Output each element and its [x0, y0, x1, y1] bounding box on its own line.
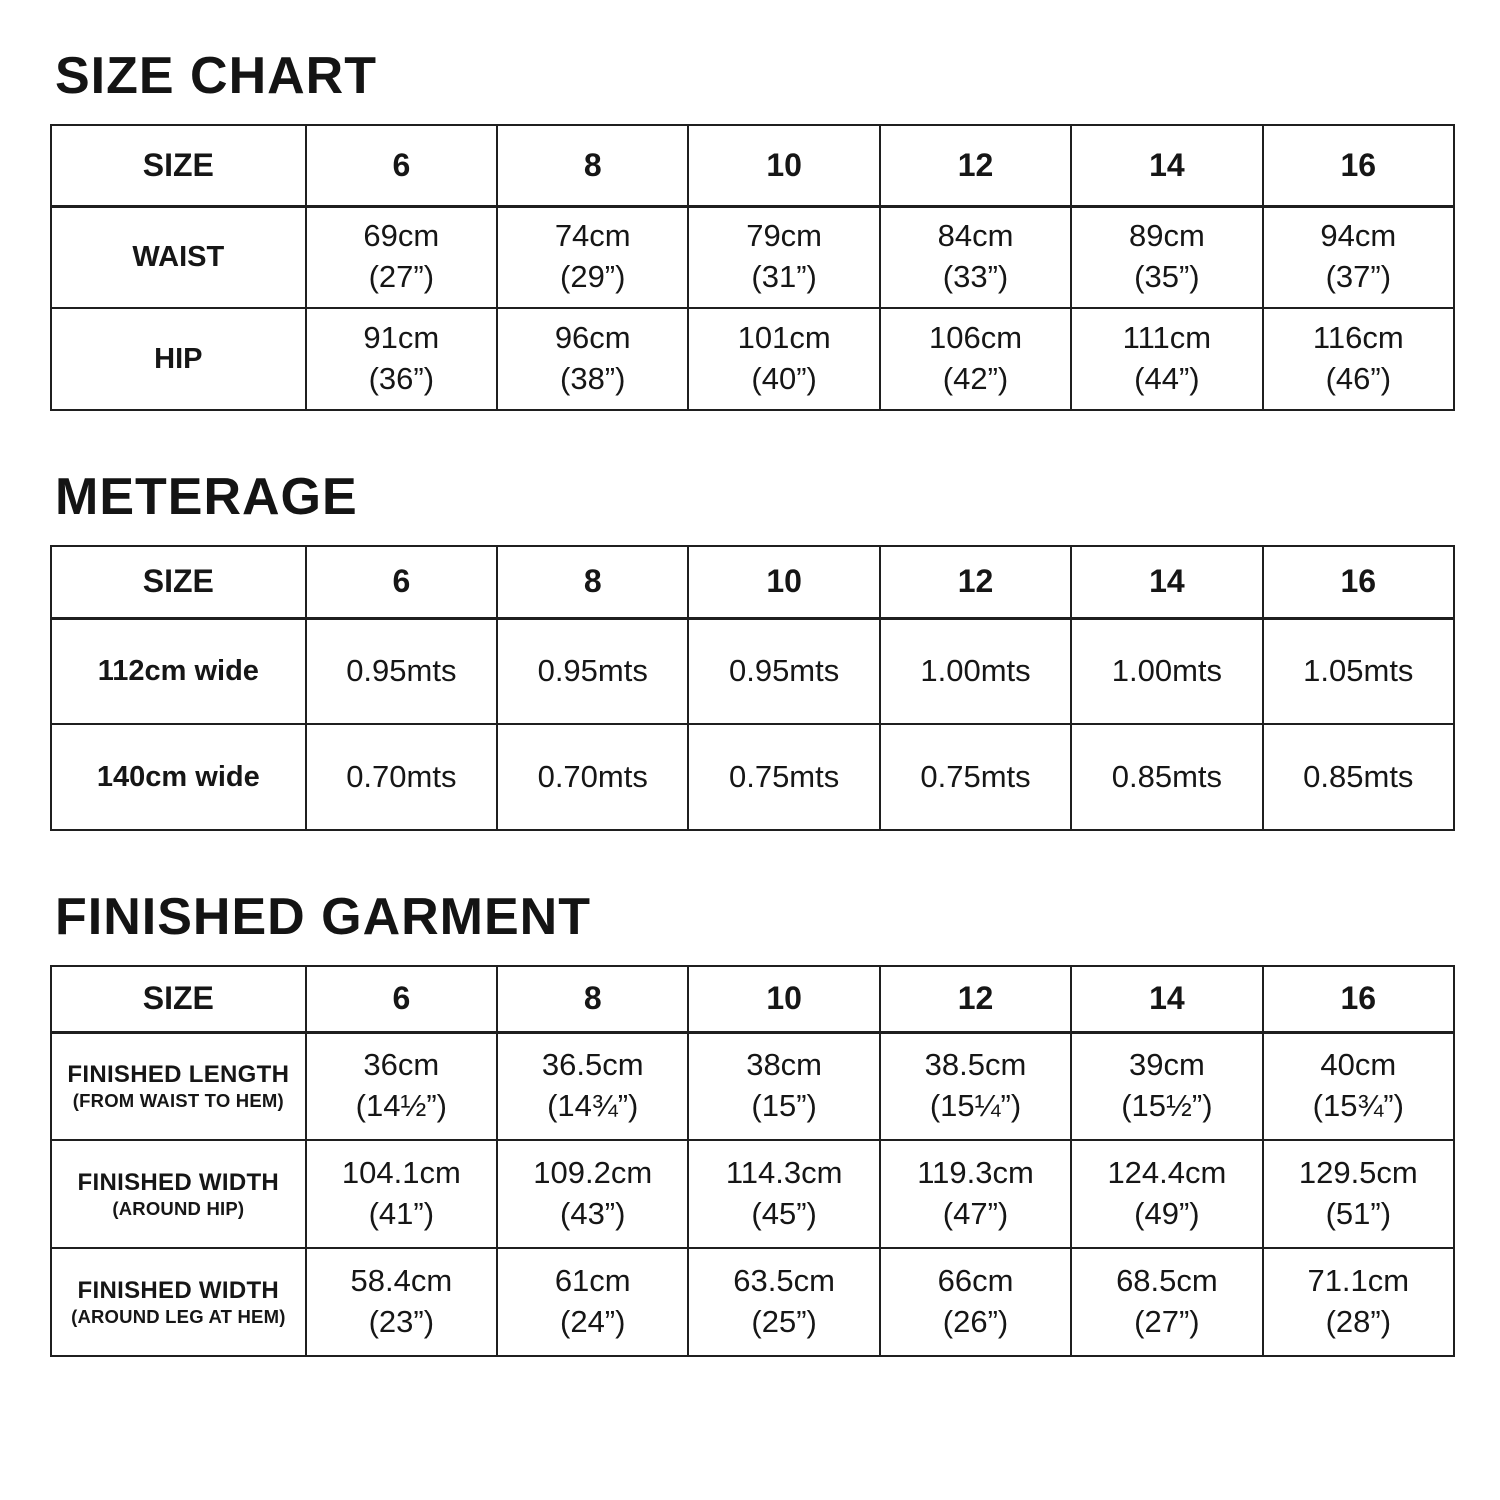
value-metric: 0.75mts [728, 758, 840, 794]
value-cell [306, 618, 497, 724]
size-column-header: 14 [1071, 966, 1262, 1032]
value-imperial: (28”) [1325, 1304, 1392, 1339]
size-column-header: 6 [306, 966, 497, 1032]
value-imperial: (47”) [942, 1196, 1009, 1231]
value-metric: 40cm [1320, 1047, 1397, 1083]
size-column-header: 10 [688, 125, 879, 206]
value-cell [306, 1140, 497, 1248]
value-imperial: (15½”) [1121, 1088, 1213, 1124]
header-row [51, 546, 1454, 618]
size-column-header: 12 [880, 125, 1071, 206]
size-column-header: 10 [688, 546, 879, 618]
row-label: 140cm wide [96, 760, 260, 793]
value-metric: 66cm [937, 1263, 1014, 1299]
section-meterage [50, 467, 1455, 831]
value-imperial: (14¾”) [547, 1088, 639, 1124]
value-imperial: (29”) [560, 259, 626, 295]
value-metric: 0.95mts [728, 652, 840, 688]
size-column-header: 6 [306, 125, 497, 206]
size-header-cell: SIZE [51, 546, 306, 618]
value-metric: 84cm [937, 218, 1014, 254]
value-imperial: (49”) [1134, 1196, 1200, 1231]
size-chart-title: SIZE CHART [55, 47, 377, 105]
value-metric: 0.75mts [920, 758, 1031, 794]
value-cell [880, 1248, 1071, 1356]
value-imperial: (15¼”) [929, 1088, 1022, 1124]
row-label: FINISHED LENGTH [67, 1060, 290, 1088]
value-metric: 0.95mts [346, 652, 457, 688]
row-label: WAIST [132, 240, 225, 273]
value-metric: 36.5cm [541, 1047, 644, 1083]
value-cell [1071, 1140, 1262, 1248]
value-metric: 1.00mts [920, 652, 1031, 688]
value-cell [1071, 1032, 1262, 1140]
value-cell [497, 308, 688, 410]
value-metric: 36cm [363, 1047, 440, 1083]
row-label: FINISHED WIDTH [77, 1168, 280, 1196]
value-cell [1071, 1248, 1262, 1356]
size-column-header: 14 [1071, 125, 1262, 206]
value-cell [688, 206, 879, 308]
meterage-table [50, 545, 1455, 831]
value-cell [880, 206, 1071, 308]
size-column-header: 12 [880, 546, 1071, 618]
size-column-header: 8 [497, 546, 688, 618]
size-column-header: 6 [306, 546, 497, 618]
size-column-header: 16 [1263, 966, 1454, 1032]
value-imperial: (44”) [1134, 361, 1200, 396]
value-cell [880, 618, 1071, 724]
table-row [51, 724, 1454, 830]
value-metric: 124.4cm [1107, 1155, 1227, 1191]
value-cell [497, 206, 688, 308]
value-metric: 38.5cm [924, 1047, 1027, 1083]
value-metric: 0.85mts [1303, 758, 1414, 794]
value-cell [880, 1140, 1071, 1248]
value-metric: 68.5cm [1116, 1263, 1218, 1299]
value-metric: 39cm [1128, 1047, 1205, 1083]
size-chart-table [50, 124, 1455, 411]
value-metric: 101cm [737, 320, 831, 356]
table-row [51, 1140, 1454, 1248]
row-label-cell [51, 618, 306, 724]
value-imperial: (51”) [1325, 1196, 1392, 1231]
table-row [51, 206, 1454, 308]
row-label-cell [51, 308, 306, 410]
row-label: FINISHED WIDTH [77, 1276, 280, 1304]
section-size-chart [50, 46, 1455, 411]
value-cell [880, 1032, 1071, 1140]
value-metric: 61cm [554, 1263, 631, 1299]
value-imperial: (41”) [368, 1196, 435, 1231]
value-cell [1071, 618, 1262, 724]
value-metric: 111cm [1122, 320, 1212, 356]
value-cell [688, 1032, 879, 1140]
value-metric: 116cm [1312, 320, 1404, 356]
value-cell [497, 1140, 688, 1248]
table-row [51, 618, 1454, 724]
value-cell [497, 724, 688, 830]
value-metric: 91cm [363, 320, 440, 356]
value-metric: 0.70mts [537, 758, 648, 794]
row-label-cell [51, 1140, 306, 1248]
value-imperial: (42”) [942, 361, 1009, 396]
row-sublabel: (AROUND LEG AT HEM) [71, 1305, 286, 1327]
value-cell [1071, 724, 1262, 830]
value-cell [497, 1248, 688, 1356]
value-metric: 0.70mts [346, 758, 457, 794]
row-sublabel: (FROM WAIST TO HEM) [72, 1089, 284, 1111]
value-imperial: (45”) [751, 1196, 817, 1231]
value-imperial: (46”) [1325, 361, 1392, 396]
value-metric: 0.95mts [537, 652, 648, 688]
size-column-header: 8 [497, 125, 688, 206]
value-cell [688, 1140, 879, 1248]
value-cell [688, 1248, 879, 1356]
value-imperial: (15”) [751, 1088, 817, 1124]
value-imperial: (14½”) [355, 1088, 447, 1124]
size-column-header: 8 [497, 966, 688, 1032]
table-row [51, 308, 1454, 410]
table-row [51, 1032, 1454, 1140]
value-imperial: (36”) [368, 361, 435, 396]
value-cell [306, 308, 497, 410]
value-metric: 119.3cm [917, 1155, 1034, 1191]
row-label-cell [51, 724, 306, 830]
size-column-header: 16 [1263, 125, 1454, 206]
value-cell [688, 724, 879, 830]
value-imperial: (24”) [560, 1304, 626, 1339]
value-metric: 114.3cm [725, 1155, 843, 1191]
row-label: 112cm wide [97, 654, 259, 687]
value-cell [306, 724, 497, 830]
value-metric: 106cm [928, 320, 1023, 356]
value-imperial: (40”) [751, 361, 817, 396]
row-label: HIP [154, 342, 203, 375]
value-metric: 104.1cm [341, 1155, 461, 1191]
row-label-cell [51, 1248, 306, 1356]
value-cell [497, 618, 688, 724]
section-finished-garment [50, 887, 1455, 1357]
value-metric: 109.2cm [533, 1155, 653, 1191]
value-cell [1263, 206, 1454, 308]
value-cell [1071, 206, 1262, 308]
row-label-cell [51, 206, 306, 308]
value-imperial: (31”) [751, 259, 817, 295]
row-sublabel: (AROUND HIP) [112, 1197, 245, 1219]
value-metric: 1.05mts [1303, 652, 1414, 688]
value-imperial: (38”) [560, 361, 626, 396]
value-metric: 0.85mts [1111, 758, 1223, 794]
value-metric: 71.1cm [1307, 1263, 1410, 1299]
value-imperial: (27”) [1134, 1304, 1200, 1339]
finished-garment-table [50, 965, 1455, 1357]
value-cell [1263, 308, 1454, 410]
value-imperial: (25”) [751, 1304, 817, 1339]
value-metric: 1.00mts [1111, 652, 1223, 688]
value-imperial: (15¾”) [1312, 1088, 1404, 1124]
size-column-header: 14 [1071, 546, 1262, 618]
value-cell [306, 206, 497, 308]
value-cell [497, 1032, 688, 1140]
value-cell [306, 1248, 497, 1356]
value-cell [1263, 1248, 1454, 1356]
value-metric: 94cm [1320, 218, 1397, 254]
size-header-cell: SIZE [51, 125, 306, 206]
value-cell [1263, 1032, 1454, 1140]
value-metric: 129.5cm [1298, 1155, 1418, 1191]
value-metric: 38cm [746, 1047, 823, 1083]
value-cell [1071, 308, 1262, 410]
value-metric: 69cm [363, 218, 440, 254]
meterage-title: METERAGE [55, 468, 358, 526]
value-imperial: (43”) [560, 1196, 626, 1231]
value-cell [688, 308, 879, 410]
value-metric: 96cm [554, 320, 631, 356]
value-cell [688, 618, 879, 724]
value-imperial: (35”) [1134, 259, 1200, 295]
value-cell [1263, 1140, 1454, 1248]
value-cell [1263, 618, 1454, 724]
header-row [51, 125, 1454, 206]
value-metric: 74cm [554, 218, 631, 254]
header-row [51, 966, 1454, 1032]
value-imperial: (27”) [368, 259, 435, 295]
value-cell [880, 308, 1071, 410]
value-metric: 79cm [746, 218, 823, 254]
value-metric: 58.4cm [350, 1263, 453, 1299]
value-cell [306, 1032, 497, 1140]
value-imperial: (26”) [942, 1304, 1009, 1339]
value-imperial: (33”) [942, 259, 1009, 295]
value-metric: 89cm [1128, 218, 1205, 254]
row-label-cell [51, 1032, 306, 1140]
size-column-header: 12 [880, 966, 1071, 1032]
table-row [51, 1248, 1454, 1356]
size-column-header: 10 [688, 966, 879, 1032]
size-column-header: 16 [1263, 546, 1454, 618]
value-imperial: (23”) [368, 1304, 435, 1339]
value-cell [1263, 724, 1454, 830]
finished-garment-title: FINISHED GARMENT [55, 888, 591, 946]
value-imperial: (37”) [1325, 259, 1392, 295]
value-cell [880, 724, 1071, 830]
value-metric: 63.5cm [733, 1263, 835, 1299]
size-header-cell: SIZE [51, 966, 306, 1032]
